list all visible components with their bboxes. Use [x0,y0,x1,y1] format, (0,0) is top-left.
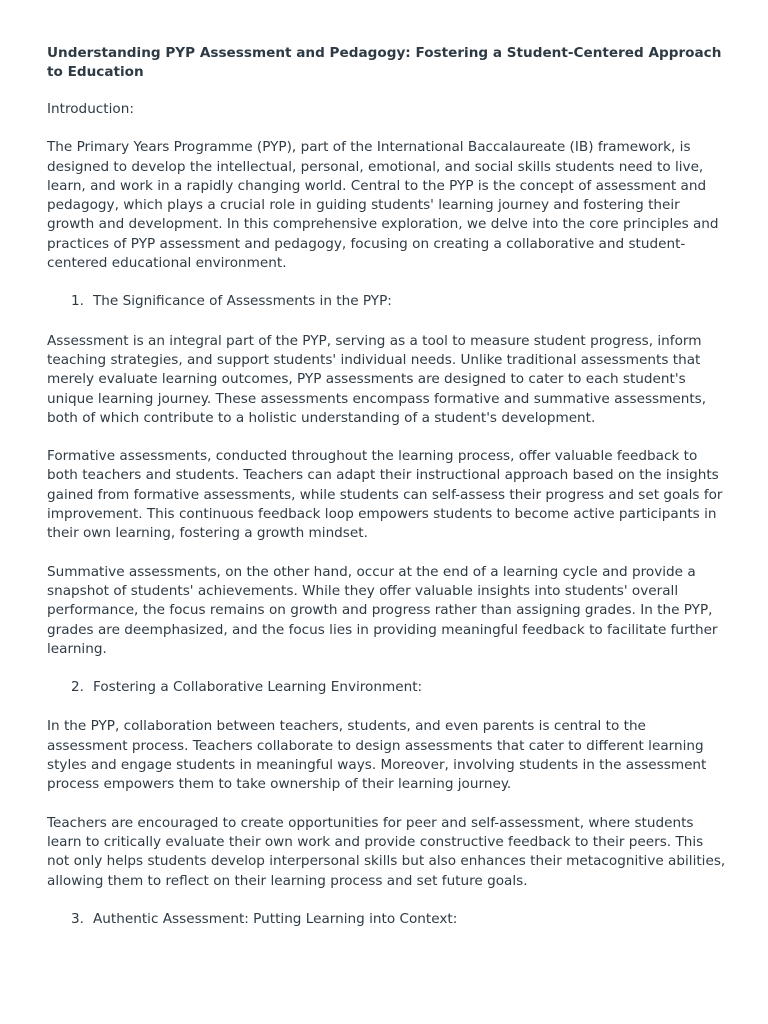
section-1-paragraph-3: Summative assessments, on the other hand, occur at the end of a learning cycle and provide a snapshot of students' achievements. While they offer valuable insights into students' overall performance, the focus remains on growth and progress rather than assigning grades. In the PYP, grades are deemphasized, and the focus lies in providing meaningful feedback to facilitate further learning. [47,563,718,657]
section-1-paragraph-1: Assessment is an integral part of the PYP, serving as a tool to measure student progress, inform teaching strategies, and support students' individual needs. Unlike traditional assessments that merely evaluate learning outcomes, PYP assessments are designed to cater to each student's unique learning journey. These assessments encompass formative and summative assessments, both of which contribute to a holistic understanding of a student's development. [47,332,707,426]
section-1-paragraph-2: Formative assessments, conducted throughout the learning process, offer valuable feedback to both teachers and students. Teachers can adapt their instructional approach based on the insights gained from formative assessments, while students can self-assess their progress and set goals for improvement. This continuous feedback loop empowers students to become active participants in their own learning, fostering a growth mindset. [47,448,723,542]
section-heading-2 [71,678,727,697]
section-number: 1. [71,293,84,310]
section-number: 3. [71,910,84,927]
section-title: Fostering a Collaborative Learning Environment: [93,679,423,696]
introduction-paragraph: The Primary Years Programme (PYP), part of the International Baccalaureate (IB) framework, is designed to develop the intellectual, personal, emotional, and social skills students need to live, learn, and work in a rapidly changing world. Central to the PYP is the concept of assessment and pedagogy, which plays a crucial role in guiding students' learning journey and fostering their growth and development. In this comprehensive exploration, we delve into the core principles and practices of PYP assessment and pedagogy, focusing on creating a collaborative and student-centered educational environment. [47,139,719,272]
document-page [47,44,727,949]
section-2-paragraph-2: Teachers are encouraged to create opportunities for peer and self-assessment, where students learn to critically evaluate their own work and provide constructive feedback to their peers. This not only helps students develop interpersonal skills but also enhances their metacognitive abilities, allowing them to reflect on their learning process and set future goals. [47,814,726,889]
section-title: Authentic Assessment: Putting Learning into Context: [93,910,458,927]
section-heading-1 [71,292,727,311]
document-title: Understanding PYP Assessment and Pedagogy: Fostering a Student-Centered Approach to Education [47,45,722,80]
section-number: 2. [71,679,84,696]
section-2-paragraph-1: In the PYP, collaboration between teachers, students, and even parents is central to the assessment process. Teachers collaborate to design assessments that cater to different learning styles and engage students in meaningful ways. Moreover, involving students in the assessment process empowers them to take ownership of their learning journey. [47,718,707,793]
section-title: The Significance of Assessments in the PYP: [93,293,392,310]
introduction-label: Introduction: [47,101,134,117]
section-heading-3 [71,910,727,929]
